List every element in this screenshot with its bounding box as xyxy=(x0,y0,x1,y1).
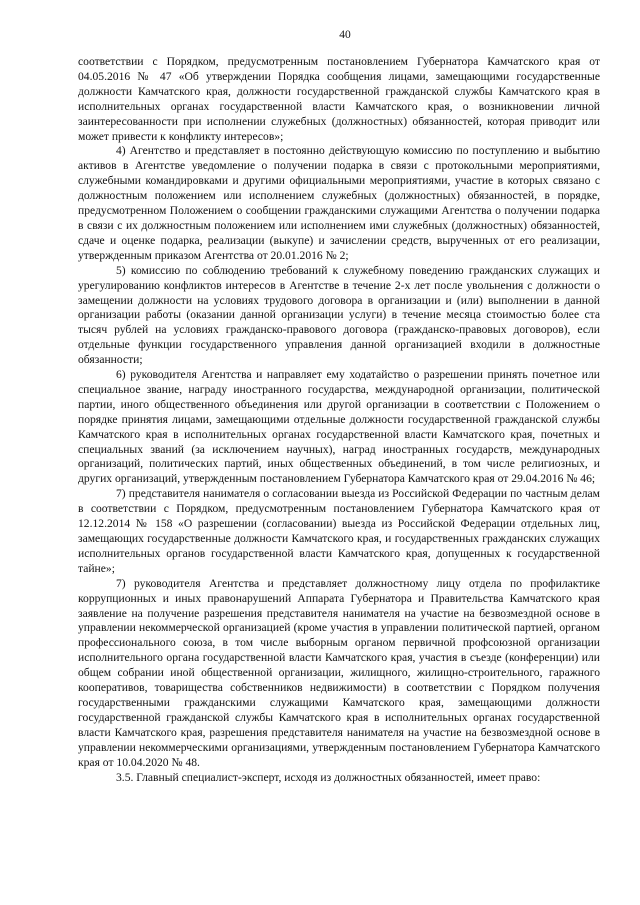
paragraph-item-7-travel: 7) представителя нанимателя о согласовании выезда из Российской Федерации по частным делам в соответствии с Порядком, предусмотренным постановлением Губернатора Камчатского края от 12.12.2014 № 158 «О разрешении (согласовании) выезда из Российской Федерации отдельных лиц, замещающих государственные должности Камчатского края, и государственных гражданских служащих исполнительных органов государственной власти Камчатского края, допущенных к государственной тайне»; xyxy=(78,487,600,575)
page-number: 40 xyxy=(339,29,351,41)
paragraph-item-4: 4) Агентство и представляет в постоянно действующую комиссию по поступлению и выбытию активов в Агентстве уведомление о получении подарка в связи с протокольными мероприятиями, служебными командировками и другими официальными мероприятиями, участие в которых связано с должностным положением или исполнением служебных (должностных) обязанностей, в порядке, предусмотренном Положением о сообщении гражданскими служащими Агентства о получении подарка в связи с их должностным положением или исполнением ими служебных (должностных) обязанностей, сдаче и оценке подарка, реализации (выкупе) и зачислении средств, вырученных от его реализации, утвержденным приказом Агентства от 20.01.2016 № 2; xyxy=(78,144,600,262)
paragraph-section-3-5: 3.5. Главный специалист-эксперт, исходя из должностных обязанностей, имеет право: xyxy=(116,770,541,784)
paragraph-continuation: соответствии с Порядком, предусмотренным постановлением Губернатора Камчатского края от 04.05.2016 № 47 «Об утверждении Порядка сообщения лицами, замещающими государственные должности Камчатского края, должности государственной гражданской службы Камчатского края в исполнительных органах государственной власти Камчатского края, о возникновении личной заинтересованности при исполнении служебных (должностных) обязанностей, которая приводит или может привести к конфликту интересов»; xyxy=(78,55,600,143)
paragraph-item-5: 5) комиссию по соблюдению требований к служебному поведению гражданских служащих и урегулированию конфликтов интересов в Агентстве в течение 2-х лет после увольнения с должности о замещении должности на условиях трудового договора в организации и (или) выполнении в данной организации работы (оказании данной организации услуги) в течение месяца стоимостью более ста тысяч рублей на условиях гражданско-правового договора (гражданско-правовых договоров), если отдельные функции государственного управления данной организацией входили в должностные обязанности; xyxy=(78,263,600,367)
paragraph-item-6: 6) руководителя Агентства и направляет ему ходатайство о разрешении принять почетное или специальное звание, награду иностранного государства, международной организации, политической партии, иного общественного объединения или другой организации в соответствии с Положением о порядке принятия лицами, замещающими отдельные должности государственной гражданской службы Камчатского края в исполнительных органах государственной власти Камчатского края, почетных и специальных званий (за исключением научных), наград иностранных государств, международных организаций, политических партий, иных общественных объединений, в том числе религиозных, и других организаций, утвержденным постановлением Губернатора Камчатского края от 29.04.2016 № 46; xyxy=(78,368,600,486)
paragraph-item-7-nonprofit: 7) руководителя Агентства и представляет должностному лицу отдела по профилактике коррупционных и иных правонарушений Аппарата Губернатора и Правительства Камчатского края заявление на получение разрешения представителя нанимателя на участие на безвозмездной основе в управлении некоммерческой организацией (кроме участия в управлении политической партией, органом профессионального союза, в том числе выборным органом первичной профсоюзной организации исполнительного органа государственной власти Камчатского края, участия в съезде (конференции) или общем собрании иной общественной организации, жилищного, жилищно-строительного, гаражного кооперативов, товарищества собственников недвижимости) в соответствии с Порядком получения государственными гражданскими служащими Камчатского края, замещающими должности государственной гражданской службы Камчатского края в исполнительных органах государственной власти Камчатского края, разрешения представителя нанимателя на участие на безвозмездной основе в управлении некоммерческими организациями, утвержденным постановлением Губернатора Камчатского края от 10.04.2020 № 48. xyxy=(78,576,600,769)
